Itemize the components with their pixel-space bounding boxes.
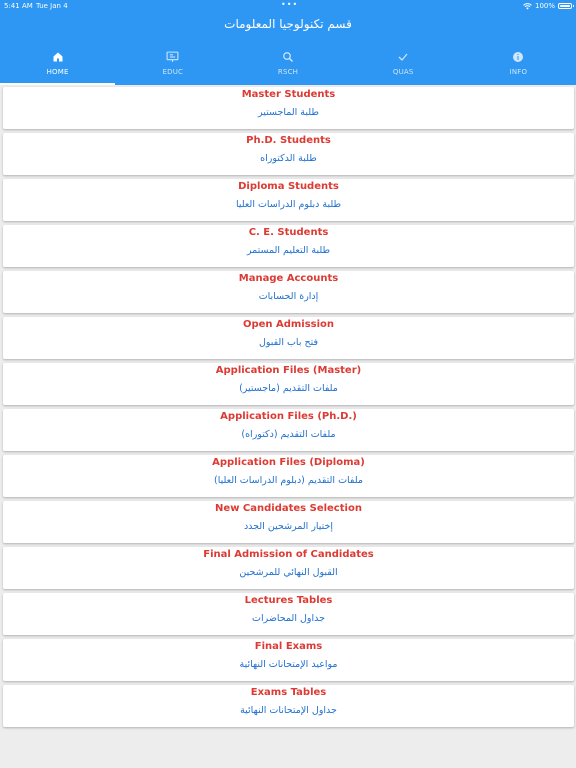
home-icon (52, 49, 64, 65)
item-title: Application Files (Master) (215, 365, 362, 376)
item-subtitle: إختيار المرشحين الجدد (243, 521, 334, 532)
item-title: Open Admission (242, 319, 335, 330)
tab-label: EDUC (162, 68, 184, 76)
item-subtitle: إدارة الحسابات (258, 291, 319, 302)
menu-item-new-candidates-selection[interactable] (3, 501, 574, 543)
menu-item-exams-tables[interactable] (3, 685, 574, 727)
status-time: 5:41 AM (4, 2, 33, 10)
menu-list (3, 87, 574, 731)
item-subtitle: مواعيد الإمتحانات النهائية (239, 659, 338, 670)
tab-rsch[interactable] (230, 46, 345, 85)
item-subtitle: ملفات التقديم (دكتوراه) (241, 429, 336, 440)
battery-percentage: 100% (534, 2, 555, 10)
item-subtitle: ملفات التقديم (دبلوم الدراسات العليا) (214, 475, 363, 486)
item-subtitle: فتح باب القبول (258, 337, 319, 348)
item-title: Application Files (Diploma) (212, 457, 365, 468)
menu-item-open-admission[interactable] (3, 317, 574, 359)
item-title: Manage Accounts (238, 273, 339, 284)
item-title: Final Exams (254, 641, 323, 652)
menu-item-diploma-students[interactable] (3, 179, 574, 221)
item-title: New Candidates Selection (215, 503, 362, 514)
menu-item-lectures-tables[interactable] (3, 593, 574, 635)
item-title: Final Admission of Candidates (203, 549, 374, 560)
tab-label: RSCH (277, 68, 299, 76)
item-title: Lectures Tables (244, 595, 333, 606)
item-subtitle: طلبة الماجستير (258, 107, 319, 118)
tab-bar (0, 46, 576, 85)
item-subtitle: طلبة دبلوم الدراسات العليا (235, 199, 342, 210)
item-title: C. E. Students (248, 227, 329, 238)
item-subtitle: جداول المحاضرات (252, 613, 325, 624)
tab-label: QUAS (392, 68, 414, 76)
menu-item-manage-accounts[interactable] (3, 271, 574, 313)
menu-item-master-students[interactable] (3, 87, 574, 129)
battery-level (560, 5, 570, 7)
battery-icon (558, 3, 572, 9)
multitasking-dots-icon[interactable]: ••• (281, 0, 299, 9)
menu-item-application-files-diploma[interactable] (3, 455, 574, 497)
tab-educ[interactable] (115, 46, 230, 85)
item-subtitle: طلبة الدكتوراه (260, 153, 317, 164)
item-title: Diploma Students (238, 181, 339, 192)
item-title: Application Files (Ph.D.) (220, 411, 357, 422)
app-bar (0, 0, 576, 85)
menu-item-application-files-phd[interactable] (3, 409, 574, 451)
menu-item-final-exams[interactable] (3, 639, 574, 681)
wifi-icon (523, 3, 532, 10)
check-icon (397, 49, 409, 65)
item-subtitle: طلبة التعليم المستمر (246, 245, 331, 256)
page-title: قسم تكنولوجيا المعلومات (224, 17, 352, 31)
tab-quas[interactable] (346, 46, 461, 85)
tab-label: HOME (46, 68, 69, 76)
item-subtitle: ملفات التقديم (ماجستير) (239, 383, 338, 394)
status-date: Tue Jan 4 (36, 2, 68, 10)
info-icon (512, 49, 524, 65)
menu-item-application-files-master[interactable] (3, 363, 574, 405)
tab-label: INFO (509, 68, 528, 76)
item-title: Master Students (241, 89, 336, 100)
item-subtitle: القبول النهائي للمرشحين (239, 567, 338, 578)
menu-item-ce-students[interactable] (3, 225, 574, 267)
presentation-icon (166, 49, 179, 65)
item-title: Exams Tables (250, 687, 327, 698)
tab-info[interactable] (461, 46, 576, 85)
item-title: Ph.D. Students (246, 135, 331, 146)
menu-item-final-admission[interactable] (3, 547, 574, 589)
menu-item-phd-students[interactable] (3, 133, 574, 175)
status-right (523, 0, 572, 12)
item-subtitle: جداول الإمتحانات النهائية (240, 705, 337, 716)
search-icon (282, 49, 294, 65)
status-bar (0, 0, 576, 12)
tab-home[interactable] (0, 46, 115, 85)
